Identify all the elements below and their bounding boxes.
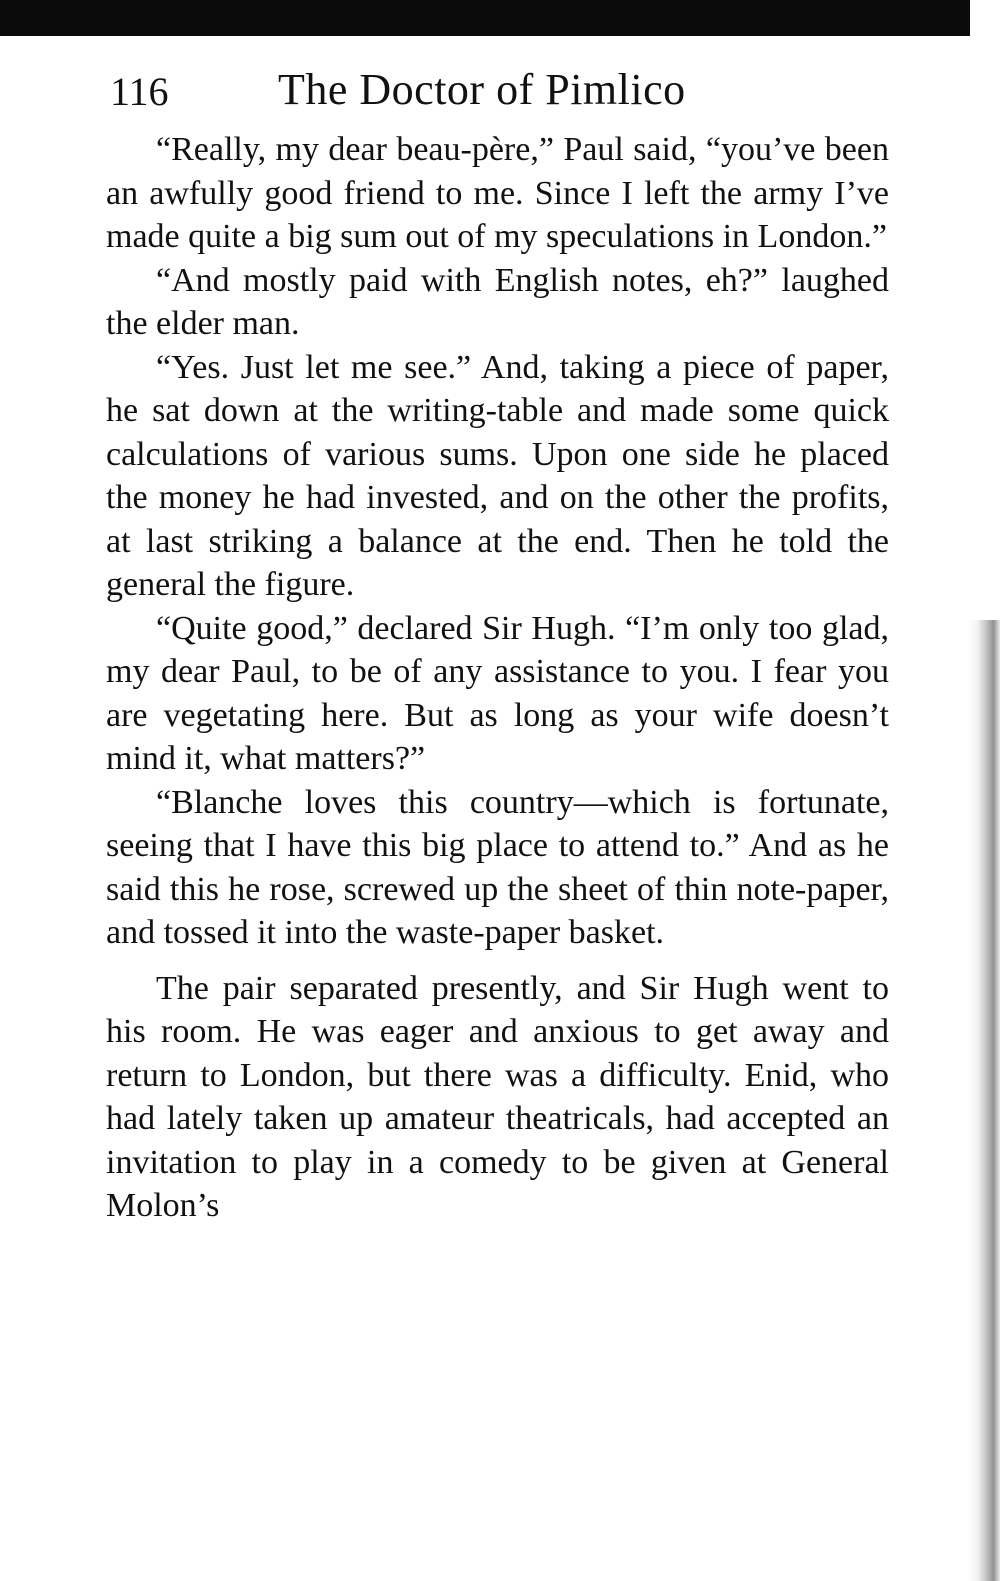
paragraph-5: “Blanche loves this country—which is fortunate, seeing that I have this big place to attend to.” And as he said this he rose, screwed up the sheet of thin note-paper, and tossed it into the waste-paper basket. xyxy=(106,783,889,951)
paragraph-2: “And mostly paid with English notes, eh?” laughed the elder man. xyxy=(106,261,889,342)
page-number: 116 xyxy=(110,69,169,114)
paragraph-6: The pair separated presently, and Sir Hugh went to his room. He was eager and anxious to get away and return to London, but there was a difficulty. Enid, who had lately taken up amateur theatricals, had accepted an invitation to play in a comedy to be given at General Molon’s xyxy=(106,969,889,1224)
running-title: The Doctor of Pimlico xyxy=(278,65,686,114)
scan-top-border xyxy=(0,0,970,36)
paragraph-3: “Yes. Just let me see.” And, taking a piece of paper, he sat down at the writing-table and made some quick calculations of various sums. Upon one side he placed the money he had invested, and on the other the profits, at last striking a balance at the end. Then he told the general the figure. xyxy=(106,348,889,603)
page-header xyxy=(110,62,890,122)
body-text xyxy=(106,128,889,1228)
paragraph-4: “Quite good,” declared Sir Hugh. “I’m only too glad, my dear Paul, to be of any assistance to you. I fear you are vegetating here. But as long as your wife doesn’t mind it, what matters?” xyxy=(106,609,889,777)
scan-page-edge xyxy=(968,620,1000,1581)
paragraph-1: “Really, my dear beau-père,” Paul said, “you’ve been an awfully good friend to me. Since I left the army I’ve made quite a big sum out of my speculations in London.” xyxy=(106,131,889,255)
